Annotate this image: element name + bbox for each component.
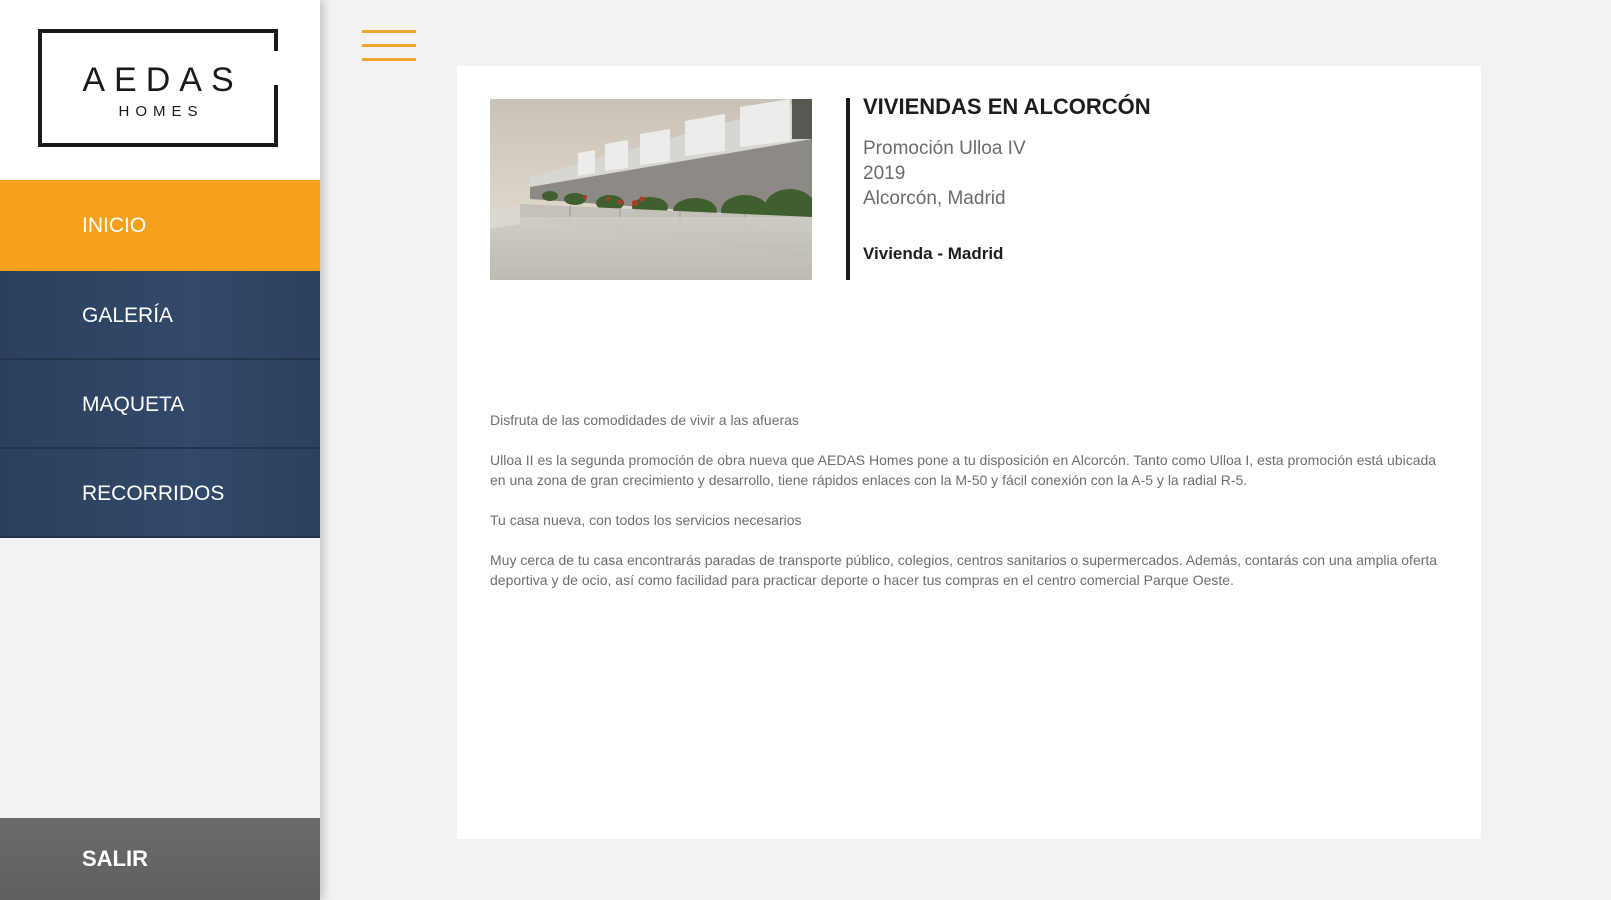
property-category: Vivienda - Madrid [863,244,1004,263]
property-year: 2019 [863,163,906,184]
property-photo [490,99,812,280]
nav-item-recorridos[interactable]: RECORRIDOS [0,449,320,538]
logo-frame-gap [274,51,278,85]
exit-button[interactable]: SALIR [0,818,320,900]
description-paragraph: Muy cerca de tu casa encontrarás paradas de transporte público, colegios, centros sanitarios o supermercados. Además, contarás con una amplia oferta deportiva y de ocio, así como facilidad para practicar deporte o hacer tus compras en el centro comercial Parque Oeste. [490,552,1438,588]
hamburger-icon[interactable] [362,30,416,62]
property-meta [863,136,1026,211]
nav-item-inicio[interactable]: INICIO [0,180,320,271]
description-paragraph: Ulloa II es la segunda promoción de obra nueva que AEDAS Homes pone a tu disposición en Alcorcón. Tanto como Ulloa I, esta promoción está ubicada en una zona de gran crecimiento y desarrollo, tiene rápidos enlaces con la M-50 y fácil conexión con la A-5 y la radial R-5. [490,452,1437,488]
sidebar [0,0,320,900]
description-paragraph: Disfruta de las comodidades de vivir a las afueras [490,412,799,428]
aedas-logo [38,29,278,147]
description-paragraph: Tu casa nueva, con todos los servicios necesarios [490,512,802,528]
property-location: Alcorcón, Madrid [863,188,1006,209]
title-divider [846,98,850,280]
property-promotion: Promoción Ulloa IV [863,138,1026,159]
nav-item-galeria[interactable]: GALERÍA [0,271,320,360]
logo-title: AEDAS [82,61,243,99]
property-card [457,66,1481,839]
property-title: VIVIENDAS EN ALCORCÓN [863,94,1151,119]
nav-item-maqueta[interactable]: MAQUETA [0,360,320,449]
property-description [490,410,1440,610]
logo-area [0,0,320,180]
main-nav [0,180,320,538]
logo-subtitle: HOMES [118,103,204,120]
